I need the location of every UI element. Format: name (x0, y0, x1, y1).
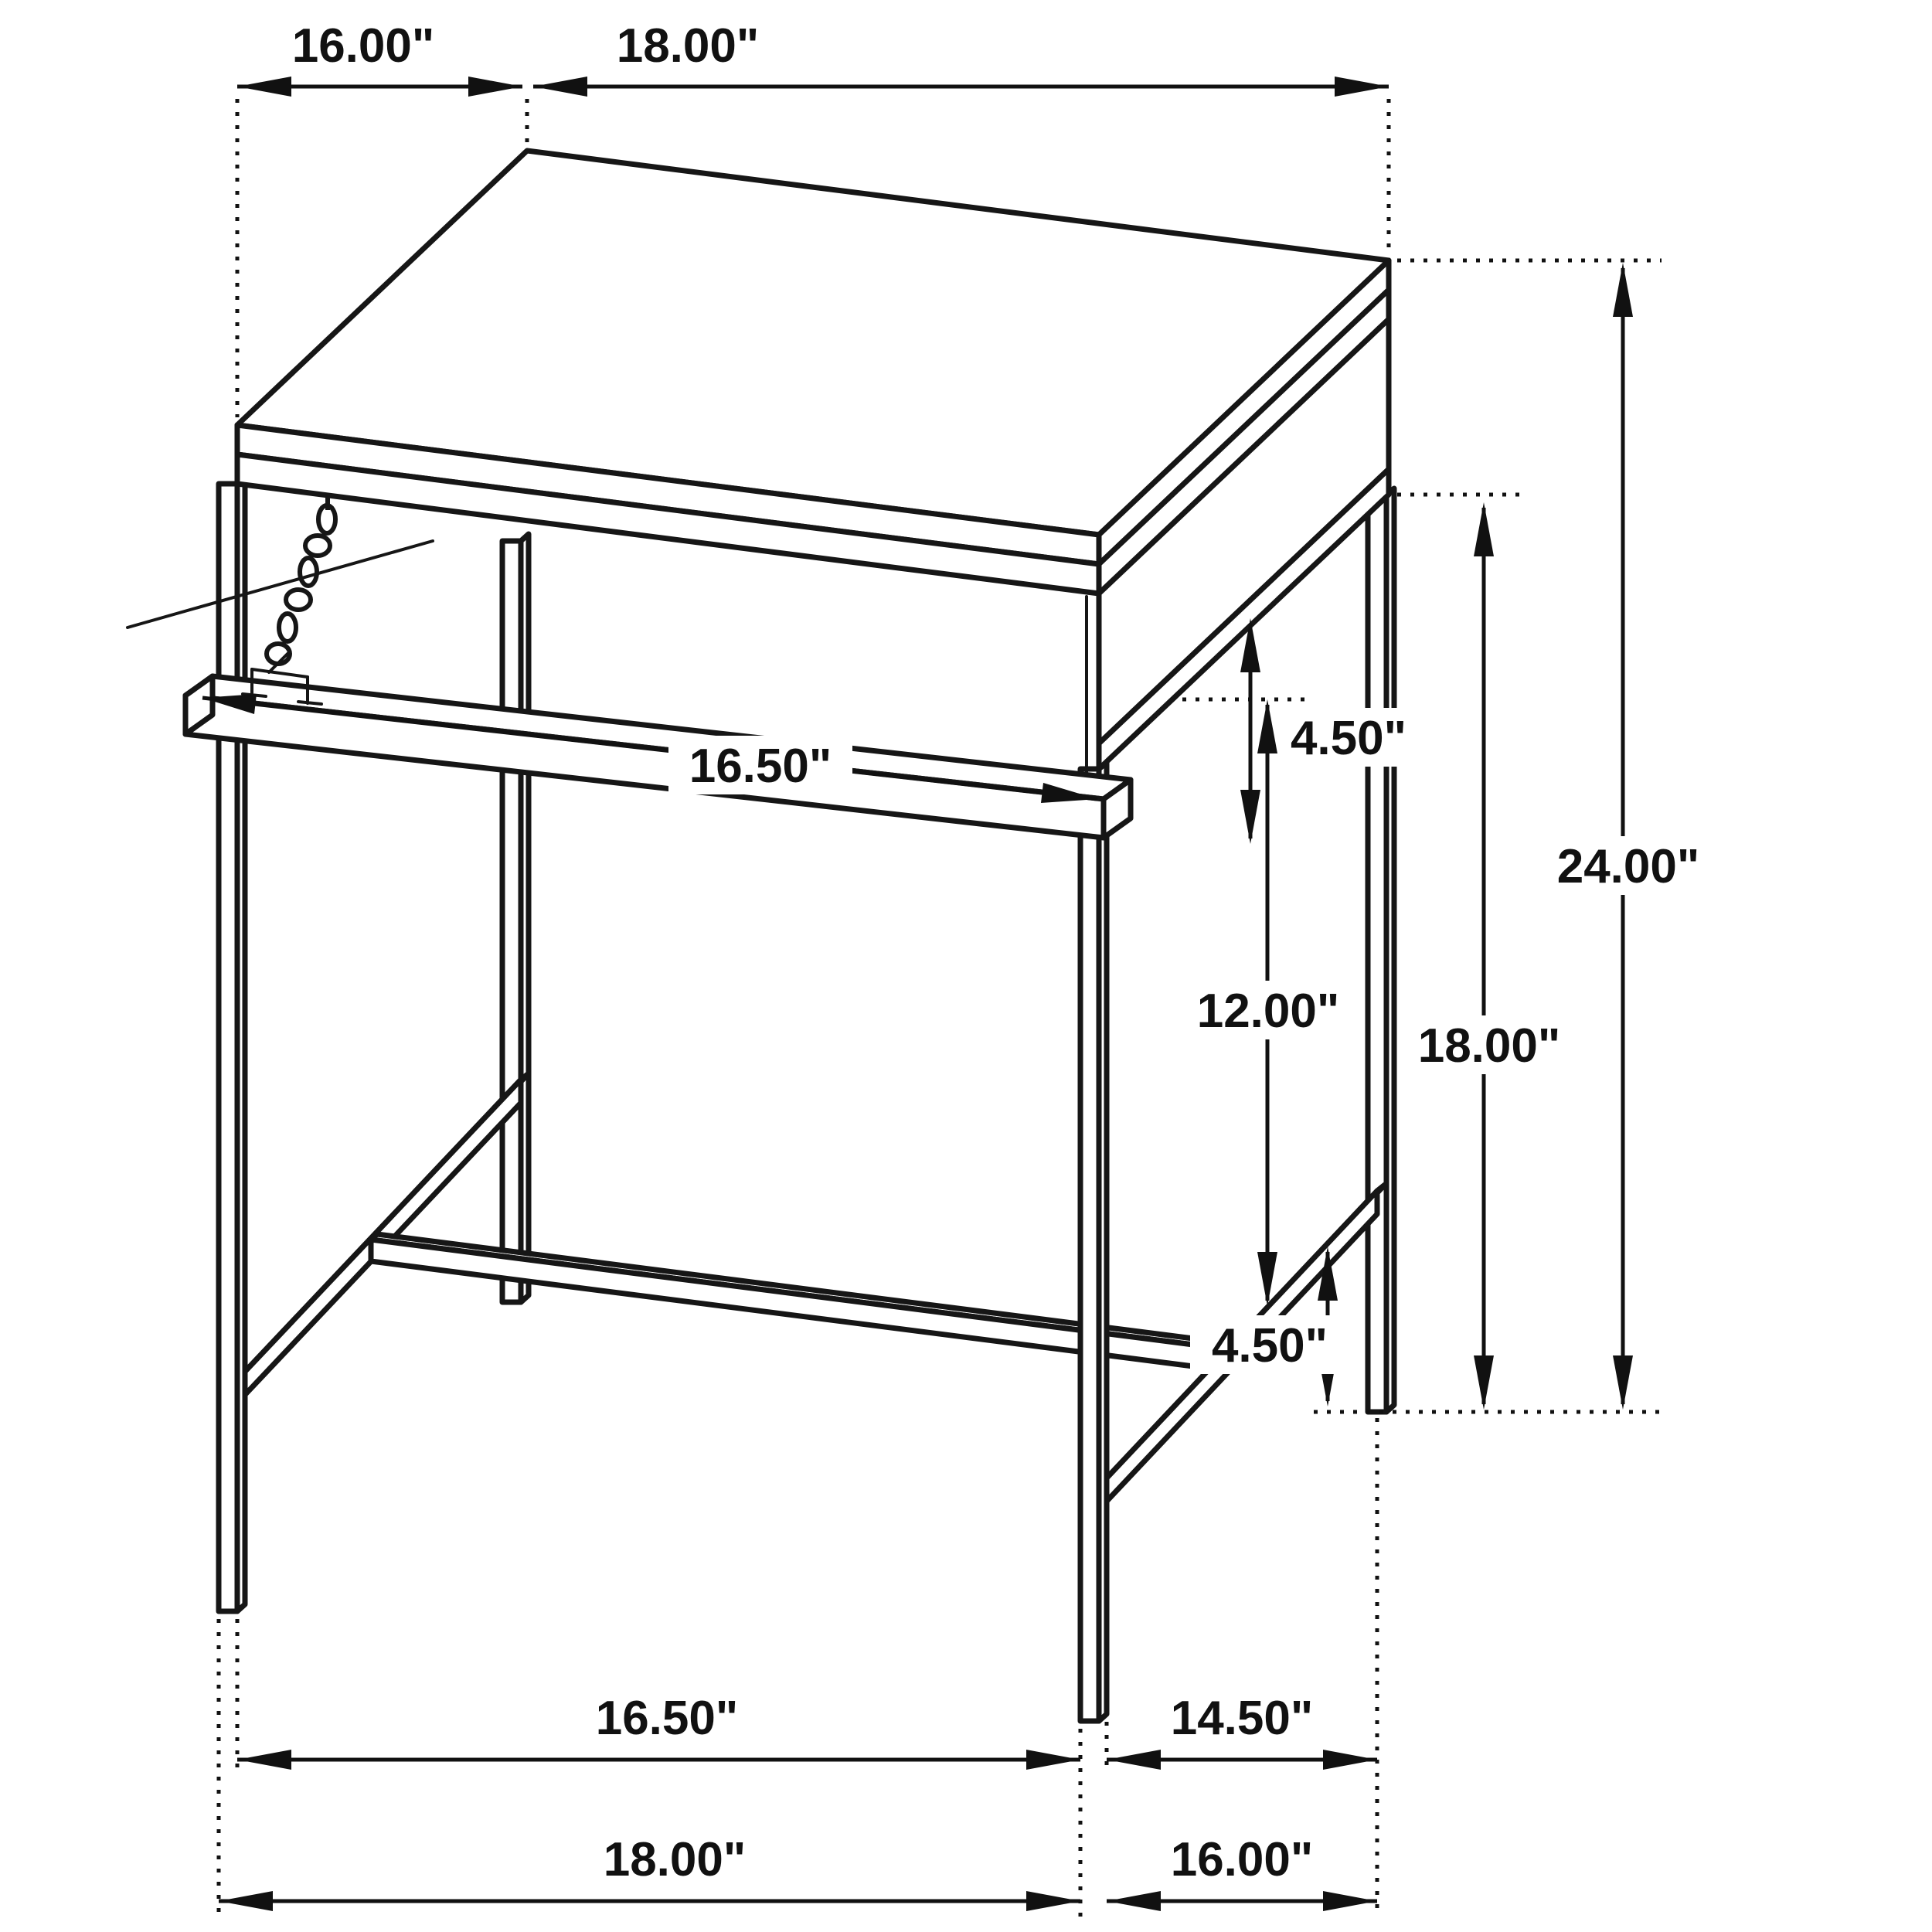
leg-rear-right (1368, 488, 1394, 1412)
dim-floor-outer-width-label: 16.00" (1170, 1833, 1314, 1886)
dim-floor-inner-width (1107, 1688, 1377, 1770)
dim-top-width (533, 15, 1389, 97)
dim-underside-height-label: 18.00" (1417, 1019, 1561, 1073)
dim-underside-height (1397, 502, 1581, 1410)
dim-stretcher-to-frame (1176, 699, 1360, 1306)
dim-stretcher-height-label: 4.50" (1211, 1319, 1328, 1372)
dim-top-depth-label: 16.00" (291, 19, 435, 73)
leg-front-right (1080, 763, 1107, 1721)
slot-interior-edge (128, 541, 433, 628)
leg-rear-left (502, 534, 529, 1302)
dim-overall-height (1536, 263, 1720, 1410)
dim-opening-height-label: 4.50" (1290, 712, 1407, 765)
pullout-tray (185, 676, 1131, 838)
leg-front-left (219, 477, 245, 1611)
dim-floor-outer-width (1107, 1829, 1377, 1911)
support-chain (267, 498, 335, 664)
dim-floor-inner-depth (237, 1688, 1080, 1770)
dim-floor-inner-depth-label: 16.50" (595, 1692, 739, 1745)
dim-tray-length-label: 16.50" (689, 740, 832, 793)
dim-top-width-label: 18.00" (616, 19, 760, 73)
dim-stretcher-to-frame-label: 12.00" (1196, 985, 1340, 1038)
dim-floor-outer-depth (219, 1829, 1080, 1911)
dim-floor-outer-depth-label: 18.00" (603, 1833, 747, 1886)
dim-top-depth (237, 15, 522, 97)
dim-overall-height-label: 24.00" (1556, 840, 1700, 893)
dim-floor-inner-width-label: 14.50" (1170, 1692, 1314, 1745)
